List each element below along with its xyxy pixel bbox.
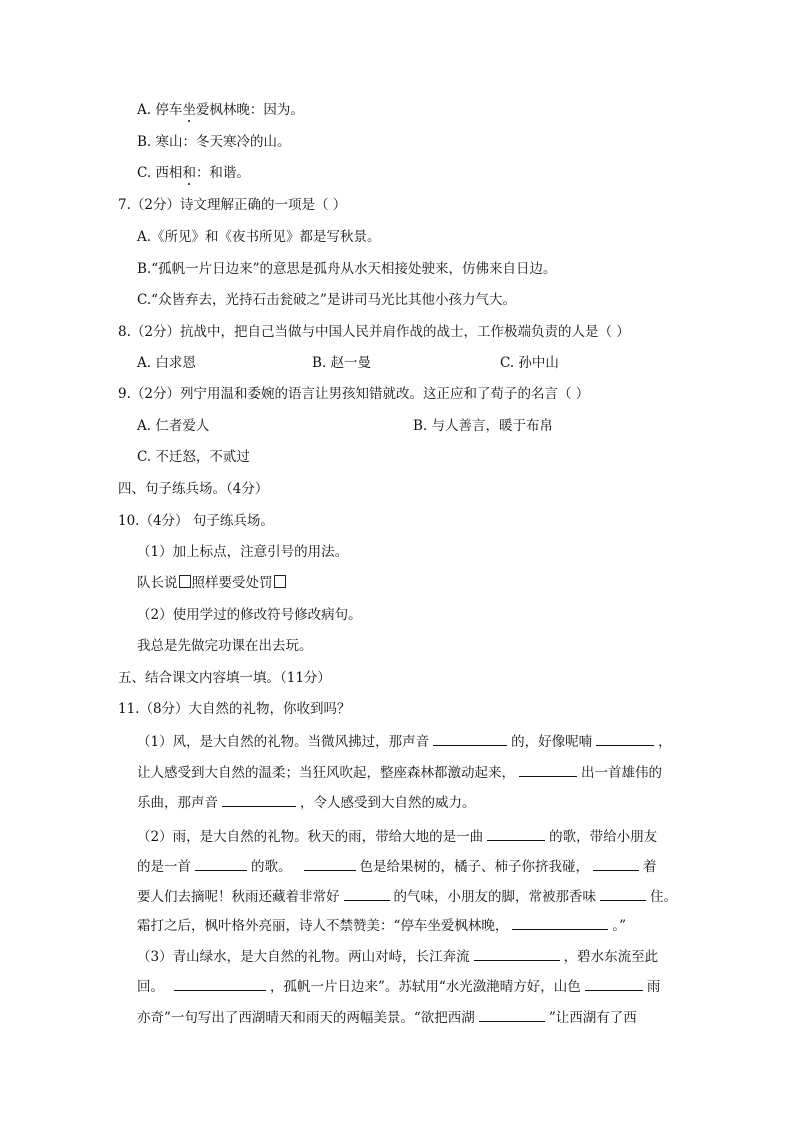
answer-blank[interactable] — [304, 856, 356, 871]
answer-blank[interactable] — [593, 856, 639, 871]
emphasis-dot-char: 和 — [182, 165, 196, 181]
q11-line: 回。 ，孤帆一片日边来”。苏轼用“水光潋滟晴方好，山色 雨 — [137, 976, 660, 997]
q7-stem: 7.（2分）诗文理解正确的一项是（ ） — [118, 197, 347, 213]
q11-line: 让人感受到大自然的温柔；当狂风吹起，整座森林都激动起来， 出一首雄伟的 — [137, 762, 662, 783]
q11-line: 霜打之后，枫叶格外亮丽，诗人不禁赞美：“停车坐爱枫林晚， 。” — [137, 915, 626, 936]
q11-stem: 11.（8分）大自然的礼物，你收到吗？ — [118, 701, 351, 717]
answer-blank[interactable] — [344, 886, 390, 901]
answer-blank[interactable] — [487, 826, 545, 841]
answer-blank[interactable] — [174, 976, 266, 991]
q8-stem: 8.（2分）抗战中，把自己当做与中国人民并肩作战的战士，工作极端负责的人是（ ） — [118, 324, 630, 340]
q9-option-a: A. 仁者爱人 — [137, 418, 210, 434]
q9-option-c: C. 不迁怒，不贰过 — [137, 449, 250, 465]
q10-part2-instruction: （2）使用学过的修改符号修改病句。 — [137, 607, 362, 623]
q11-line: （3）青山绿水，是大自然的礼物。两山对峙，长江奔流 ，碧水东流至此 — [137, 946, 658, 967]
punctuation-box[interactable] — [274, 575, 286, 588]
q10-stem: 10.（4分） 句子练兵场。 — [118, 513, 274, 529]
q11-line: 乐曲，那声音 ，令人感受到大自然的威力。 — [137, 792, 476, 813]
q6-option-b: B. 寒山：冬天寒冷的山。 — [137, 134, 291, 150]
q8-option-c: C. 孙中山 — [500, 355, 559, 371]
answer-blank[interactable] — [479, 1007, 545, 1022]
answer-blank[interactable] — [512, 915, 608, 930]
q8-option-a: A. 白求恩 — [137, 355, 196, 371]
q7-option-a: A.《所见》和《夜书所见》都是写秋景。 — [137, 229, 381, 245]
q9-stem: 9.（2分）列宁用温和委婉的语言让男孩知错就改。这正应和了荀子的名言（ ） — [118, 386, 590, 402]
q8-option-b: B. 赵一曼 — [312, 355, 372, 371]
punctuation-box[interactable] — [179, 575, 191, 588]
answer-blank[interactable] — [195, 856, 247, 871]
answer-blank[interactable] — [474, 946, 560, 961]
q11-line: （2）雨，是大自然的礼物。秋天的雨，带给大地的是一曲 的歌，带给小朋友 — [137, 826, 657, 847]
section-5-heading: 五、结合课文内容填一填。（11分） — [118, 670, 331, 686]
q10-part1-instruction: （1）加上标点，注意引号的用法。 — [137, 544, 349, 560]
emphasis-dot-char: 坐 — [182, 102, 196, 118]
q7-option-b: B.“孤帆一片日边来”的意思是孤舟从水天相接处驶来，仿佛来自日边。 — [137, 261, 557, 277]
section-4-heading: 四、句子练兵场。（4分） — [118, 481, 269, 497]
answer-blank[interactable] — [585, 976, 643, 991]
q7-option-c: C.“众皆弃去，光持石击瓮破之”是讲司马光比其他小孩力气大。 — [137, 292, 516, 308]
answer-blank[interactable] — [596, 731, 654, 746]
q11-line: （1）风，是大自然的礼物。当微风拂过，那声音 的，好像呢喃 ， — [137, 731, 672, 752]
answer-blank[interactable] — [519, 762, 577, 777]
q10-part2-sentence: 我总是先做完功课在出去玩。 — [137, 638, 313, 654]
q6-option-c: C. 西相和：和谐。 — [137, 165, 250, 181]
q9-option-b: B. 与人善言，暖于布帛 — [413, 418, 554, 434]
q6-option-a: A. 停车坐爱枫林晚：因为。 — [137, 102, 304, 118]
q11-line: 的是一首 的歌。 色是给果树的，橘子、柿子你挤我碰， 着 — [137, 856, 657, 877]
q11-line: 亦奇”一句写出了西湖晴天和雨天的两幅美景。“欲把西湖 ”让西湖有了西 — [137, 1007, 637, 1028]
answer-blank[interactable] — [222, 792, 296, 807]
q11-line: 要人们去摘呢！秋雨还藏着非常好 的气味，小朋友的脚，常被那香味 住。 — [137, 886, 677, 907]
answer-blank[interactable] — [433, 731, 507, 746]
q10-part1-sentence: 队长说 照样要受处罚 — [137, 573, 287, 593]
answer-blank[interactable] — [600, 886, 646, 901]
